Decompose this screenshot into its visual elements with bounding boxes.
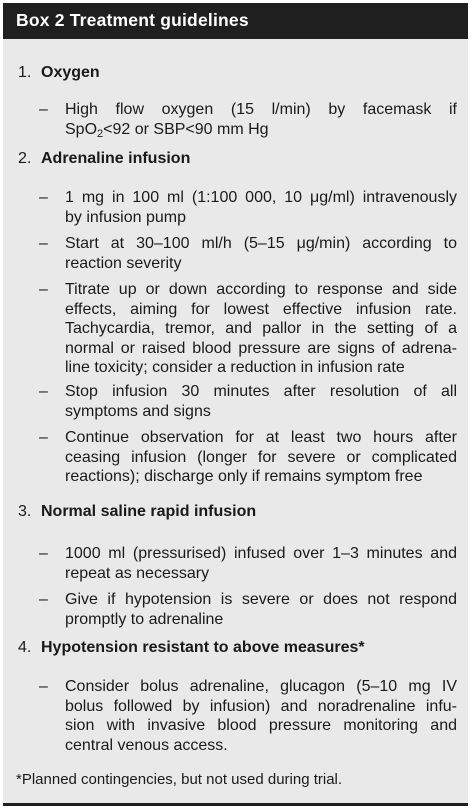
section-title: Normal saline rapid infusion <box>41 503 257 520</box>
item-line: SpO$_2$<92 or SBP<90 mm Hg <box>65 120 269 139</box>
bullet-dash: – <box>39 383 48 400</box>
item-line: central venous access. <box>65 736 228 754</box>
bullet-dash: – <box>39 281 48 298</box>
bullet-dash: – <box>39 235 48 252</box>
footnote: *Planned contingencies, but not used during trial. <box>16 771 343 788</box>
item-line: sion with invasive blood pressure monitoring and <box>65 717 457 734</box>
bullet-dash: – <box>39 591 48 608</box>
item-line: Titrate up or down according to response and side <box>65 281 457 298</box>
bullet-dash: – <box>39 678 48 695</box>
item-line: Stop infusion 30 minutes after resolution of all <box>65 383 457 400</box>
item-line: normal or raised blood pressure are signs of adrena- <box>65 339 457 357</box>
item-line: Consider bolus adrenaline, glucagon (5–10 mg IV <box>65 678 457 695</box>
bullet-dash: – <box>39 545 48 562</box>
bullet-dash: – <box>39 429 48 446</box>
bottom-rule <box>3 803 468 806</box>
item-line: bolus followed by infusion) and noradrenaline infu- <box>65 697 457 715</box>
section-heading-2 <box>18 150 190 168</box>
treatment-guidelines-box <box>3 3 468 806</box>
item-line: 1 mg in 100 ml (1:100 000, 10 μg/ml) intravenously <box>65 189 457 206</box>
section-number: 2. <box>18 150 32 167</box>
item-line: line toxicity; consider a reduction in infusion rate <box>65 359 405 376</box>
section-number: 3. <box>18 503 32 520</box>
item-line: ceasing infusion (longer for severe or complicated <box>65 448 457 466</box>
item-line: reactions); discharge only if remains symptom free <box>65 468 423 485</box>
box-title: Box 2 Treatment guidelines <box>16 10 249 30</box>
box-title-bar <box>3 3 468 39</box>
bullet-dash: – <box>39 101 48 118</box>
section-heading-3 <box>18 503 256 521</box>
item-line: Give if hypotension is severe or does not respond <box>65 591 457 608</box>
section-number: 1. <box>18 64 32 81</box>
section-title: Hypotension resistant to above measures* <box>41 639 365 656</box>
bullet-dash: – <box>39 189 48 206</box>
section-heading-4 <box>18 639 365 657</box>
item-line: reaction severity <box>65 254 182 272</box>
section-title: Adrenaline infusion <box>41 150 191 167</box>
item-line: Start at 30–100 ml/h (5–15 μg/min) according to <box>65 235 457 252</box>
item-line: symptoms and signs <box>65 402 211 420</box>
item-line: by infusion pump <box>65 208 186 226</box>
item-line: Tachycardia, tremor, and pallor in the setting of a <box>65 320 457 337</box>
item-line: Continue observation for at least two hours after <box>65 429 457 446</box>
section-heading-1 <box>18 64 100 82</box>
section-number: 4. <box>18 639 32 656</box>
section-title: Oxygen <box>41 64 100 81</box>
item-line: High flow oxygen (15 l/min) by facemask if <box>65 101 457 118</box>
item-line: 1000 ml (pressurised) infused over 1–3 minutes and <box>65 545 457 562</box>
item-line: effects, aiming for lowest effective infusion rate. <box>65 300 457 318</box>
item-line: repeat as necessary <box>65 564 210 582</box>
item-line: promptly to adrenaline <box>65 610 224 628</box>
